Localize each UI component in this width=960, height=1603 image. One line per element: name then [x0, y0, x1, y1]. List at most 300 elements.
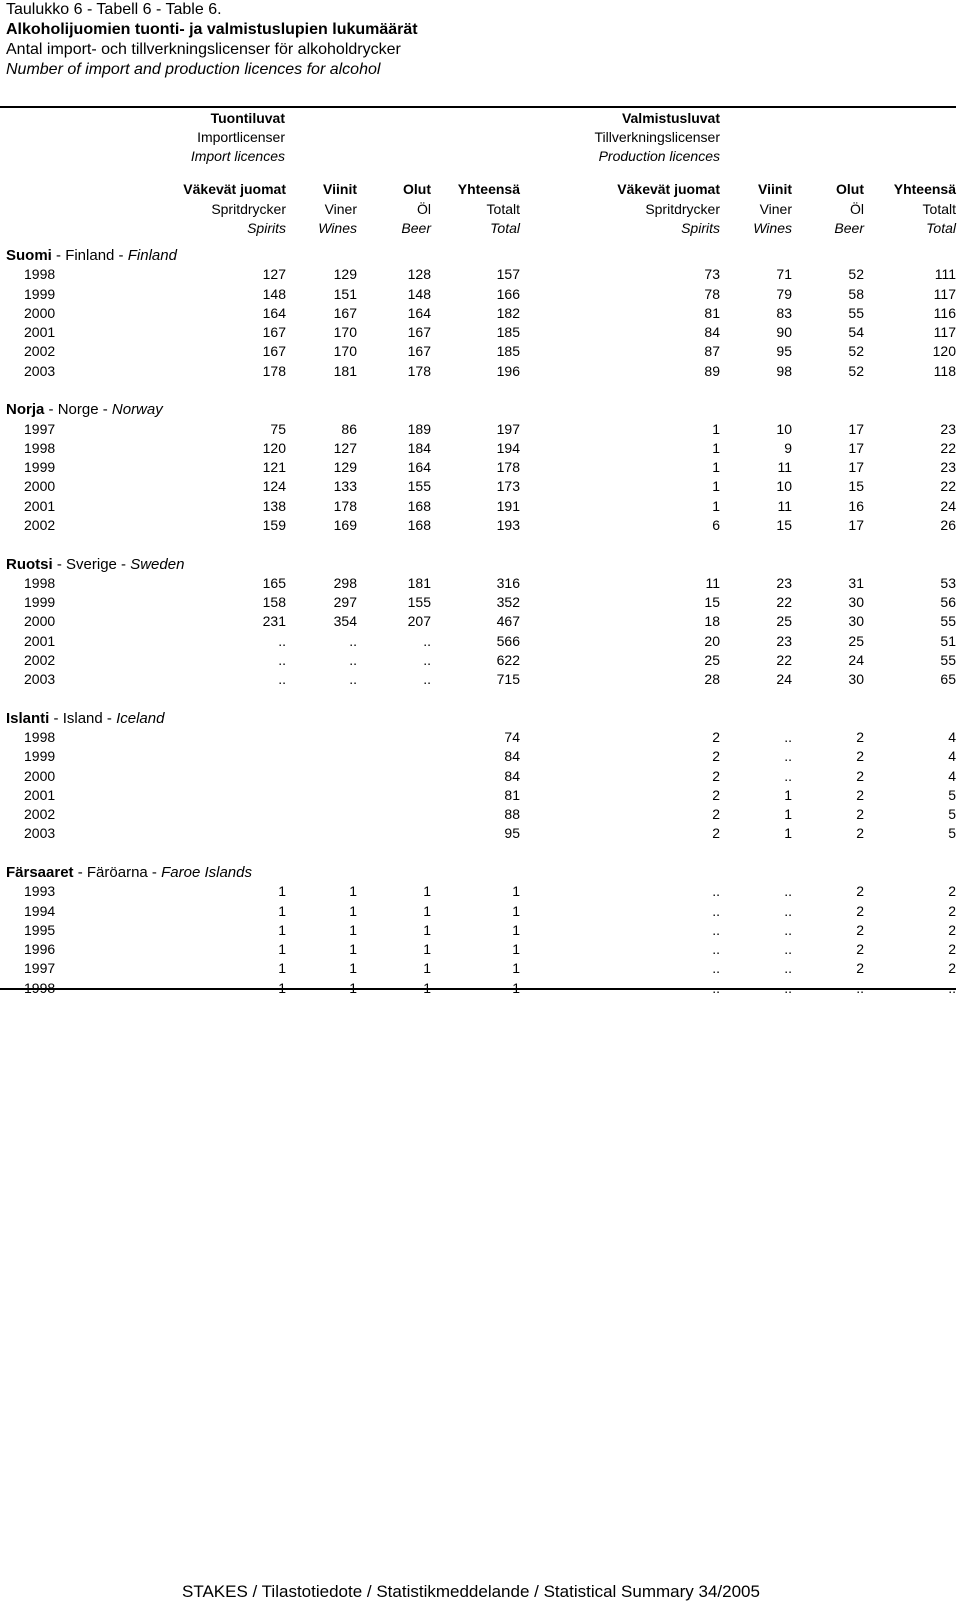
- value-cell: 566: [496, 632, 520, 649]
- table-row: [0, 497, 956, 516]
- value-cell: 155: [407, 478, 431, 495]
- value-cell: 196: [496, 362, 520, 379]
- production-group-fi: Valmistusluvat: [621, 110, 720, 126]
- value-cell: 2: [712, 729, 720, 745]
- value-cell: 1: [712, 478, 720, 495]
- year-cell: 1993: [24, 883, 56, 900]
- value-cell: 4: [948, 767, 956, 784]
- column-header-7-en: Beer: [834, 220, 864, 236]
- value-cell: 170: [333, 324, 357, 340]
- top-rule: [0, 106, 956, 108]
- country-name-fi: Färsaaret: [6, 864, 74, 881]
- year-cell: 2002: [24, 806, 56, 822]
- value-cell: 52: [848, 343, 864, 360]
- value-cell: 2: [856, 786, 864, 803]
- column-header-1-en: Spirits: [247, 220, 286, 236]
- value-cell: 17: [848, 459, 864, 475]
- table-row: [0, 959, 956, 978]
- value-cell: 11: [777, 459, 792, 475]
- year-cell: 1999: [24, 285, 56, 302]
- value-cell: 26: [940, 516, 956, 533]
- value-cell: 98: [776, 362, 792, 379]
- value-cell: 1: [278, 883, 286, 900]
- value-cell: 23: [776, 632, 792, 649]
- table-row: [0, 265, 956, 284]
- value-cell: 1: [349, 960, 357, 977]
- table-row: [0, 593, 956, 612]
- value-cell: 87: [704, 343, 720, 360]
- value-cell: 354: [333, 613, 357, 630]
- year-cell: 1999: [24, 594, 56, 610]
- table-row: [0, 902, 956, 921]
- value-cell: 18: [704, 613, 720, 630]
- value-cell: 158: [262, 594, 286, 610]
- import-group-fi: Tuontiluvat: [210, 110, 285, 126]
- year-cell: 2002: [24, 516, 56, 533]
- value-cell: ..: [712, 902, 720, 919]
- table-row: [0, 805, 956, 824]
- value-cell: 52: [848, 362, 864, 379]
- year-cell: 1999: [24, 748, 56, 765]
- value-cell: 191: [496, 497, 520, 514]
- year-cell: 1994: [24, 902, 56, 919]
- column-header-2-en: Wines: [318, 220, 357, 236]
- value-cell: 17: [848, 439, 864, 456]
- production-group-header: [420, 109, 720, 166]
- value-cell: 25: [704, 651, 720, 668]
- value-cell: 95: [776, 343, 792, 360]
- table-row: [0, 516, 956, 535]
- value-cell: 24: [776, 671, 792, 687]
- table-row: [0, 670, 956, 689]
- value-cell: 127: [262, 266, 286, 283]
- column-header-6-sv: Viner: [759, 200, 792, 217]
- table-row: [0, 728, 956, 747]
- value-cell: ..: [278, 671, 286, 687]
- country-name-en: Iceland: [116, 709, 165, 727]
- table-title-block: [6, 0, 946, 80]
- value-cell: 30: [848, 671, 864, 687]
- value-cell: 1: [712, 420, 720, 437]
- value-cell: 75: [270, 420, 286, 437]
- column-header-8-en: Total: [926, 220, 956, 236]
- value-cell: 2: [712, 806, 720, 822]
- value-cell: 15: [704, 594, 720, 610]
- value-cell: 10: [776, 478, 792, 495]
- country-name-sv: Sverige: [66, 555, 117, 573]
- value-cell: 124: [262, 478, 286, 495]
- value-cell: 181: [407, 574, 431, 591]
- value-cell: 1: [512, 921, 520, 938]
- country-heading: Norja - Norge - Norway: [6, 401, 163, 419]
- column-header-5-sv: Spritdrycker: [645, 200, 720, 217]
- country-heading: Suomi - Finland - Finland: [6, 247, 177, 264]
- year-cell: 1998: [24, 729, 56, 745]
- value-cell: 5: [948, 786, 956, 803]
- table-row: [0, 323, 956, 342]
- value-cell: 1: [278, 902, 286, 919]
- value-cell: 622: [496, 651, 520, 668]
- column-header-6-fi: Viinit: [758, 181, 792, 197]
- value-cell: 55: [940, 651, 956, 668]
- year-cell: 1996: [24, 941, 56, 957]
- year-cell: 1999: [24, 459, 56, 475]
- value-cell: 10: [776, 420, 792, 437]
- value-cell: 52: [848, 266, 864, 283]
- value-cell: 28: [704, 671, 720, 687]
- value-cell: 2: [712, 786, 720, 803]
- value-cell: 2: [856, 921, 864, 938]
- year-cell: 2000: [24, 767, 56, 784]
- column-header-3-en: Beer: [401, 220, 431, 236]
- value-cell: 133: [333, 478, 357, 495]
- title-english: Number of import and production licences for alcohol: [6, 61, 381, 78]
- value-cell: ..: [784, 902, 792, 919]
- year-cell: 2001: [24, 786, 56, 803]
- value-cell: 467: [496, 613, 520, 630]
- value-cell: 167: [407, 343, 431, 360]
- value-cell: 54: [848, 324, 864, 340]
- table-row: [0, 767, 956, 786]
- value-cell: 30: [848, 594, 864, 610]
- value-cell: 23: [940, 459, 956, 475]
- country-name-fi: Suomi: [6, 247, 52, 264]
- value-cell: 194: [496, 439, 520, 456]
- value-cell: 2: [948, 921, 956, 938]
- year-cell: 1997: [24, 420, 56, 437]
- value-cell: 170: [333, 343, 357, 360]
- value-cell: 178: [333, 497, 357, 514]
- year-cell: 2001: [24, 497, 56, 514]
- value-cell: 185: [496, 324, 520, 340]
- value-cell: ..: [784, 883, 792, 900]
- value-cell: 9: [784, 439, 792, 456]
- value-cell: 1: [512, 902, 520, 919]
- value-cell: 89: [704, 362, 720, 379]
- value-cell: 15: [776, 516, 792, 533]
- year-cell: 2003: [24, 362, 56, 379]
- value-cell: 23: [776, 574, 792, 591]
- value-cell: 1: [784, 786, 792, 803]
- table-number: Taulukko 6 - Tabell 6 - Table 6.: [6, 1, 222, 18]
- column-header-3-sv: Öl: [417, 200, 431, 217]
- value-cell: ..: [349, 632, 357, 649]
- value-cell: 164: [407, 304, 431, 321]
- value-cell: 168: [407, 516, 431, 533]
- value-cell: 24: [848, 651, 864, 668]
- value-cell: 73: [704, 266, 720, 283]
- value-cell: 1: [349, 883, 357, 900]
- value-cell: 53: [940, 574, 956, 591]
- value-cell: 17: [848, 420, 864, 437]
- value-cell: ..: [712, 941, 720, 957]
- table-row: [0, 285, 956, 304]
- value-cell: 25: [848, 632, 864, 649]
- value-cell: 2: [856, 960, 864, 977]
- table-row: [0, 612, 956, 631]
- column-header-4-fi: Yhteensä: [457, 181, 520, 197]
- value-cell: 169: [333, 516, 357, 533]
- production-group-en: Production licences: [598, 148, 720, 164]
- year-cell: 2003: [24, 671, 56, 687]
- value-cell: ..: [784, 767, 792, 784]
- year-cell: 2002: [24, 651, 56, 668]
- year-cell: 1997: [24, 960, 56, 977]
- value-cell: 23: [940, 420, 956, 437]
- column-header-8-fi: Yhteensä: [893, 181, 956, 197]
- value-cell: ..: [349, 671, 357, 687]
- value-cell: 129: [333, 459, 357, 475]
- value-cell: 1: [349, 921, 357, 938]
- country-name-fi: Norja: [6, 401, 45, 419]
- value-cell: 1: [512, 941, 520, 957]
- value-cell: 24: [940, 497, 956, 514]
- value-cell: 173: [496, 478, 520, 495]
- value-cell: 117: [933, 324, 956, 340]
- column-header-2-sv: Viner: [324, 200, 357, 217]
- table-row: [0, 304, 956, 323]
- value-cell: 1: [423, 960, 431, 977]
- value-cell: 121: [262, 459, 286, 475]
- value-cell: 159: [262, 516, 286, 533]
- value-cell: 16: [848, 497, 864, 514]
- column-header-1-fi: Väkevät juomat: [183, 181, 286, 197]
- value-cell: 81: [704, 304, 720, 321]
- value-cell: 11: [705, 574, 720, 591]
- country-name-sv: Island: [62, 709, 103, 727]
- value-cell: 5: [948, 806, 956, 822]
- column-header-3-fi: Olut: [403, 181, 431, 197]
- value-cell: 79: [776, 285, 792, 302]
- value-cell: 2: [712, 825, 720, 842]
- value-cell: 1: [278, 941, 286, 957]
- country-name-en: Norway: [111, 401, 163, 419]
- value-cell: 111: [934, 266, 956, 283]
- table-row: [0, 439, 956, 458]
- value-cell: 129: [333, 266, 357, 283]
- value-cell: 2: [712, 767, 720, 784]
- value-cell: ..: [784, 748, 792, 765]
- value-cell: ..: [784, 729, 792, 745]
- value-cell: 2: [948, 902, 956, 919]
- value-cell: 167: [262, 324, 286, 340]
- value-cell: 55: [940, 613, 956, 630]
- value-cell: 151: [333, 285, 357, 302]
- value-cell: 148: [262, 285, 286, 302]
- country-name-fi: Ruotsi: [6, 555, 53, 573]
- value-cell: 31: [848, 574, 864, 591]
- value-cell: 2: [948, 960, 956, 977]
- value-cell: 4: [948, 729, 956, 745]
- value-cell: 78: [704, 285, 720, 302]
- value-cell: 1: [784, 825, 792, 842]
- value-cell: 15: [848, 478, 864, 495]
- import-group-en: Import licences: [190, 148, 285, 164]
- value-cell: 316: [496, 574, 520, 591]
- value-cell: 1: [278, 921, 286, 938]
- value-cell: 22: [940, 478, 956, 495]
- value-cell: 22: [776, 651, 792, 668]
- value-cell: 1: [423, 883, 431, 900]
- value-cell: 352: [496, 594, 520, 610]
- value-cell: 1: [423, 921, 431, 938]
- country-heading: Färsaaret - Färöarna - Faroe Islands: [6, 864, 252, 881]
- value-cell: 1: [712, 459, 720, 475]
- value-cell: 2: [856, 902, 864, 919]
- value-cell: 178: [496, 459, 520, 475]
- year-cell: 2003: [24, 825, 56, 842]
- value-cell: 164: [407, 459, 431, 475]
- table-row: [0, 651, 956, 670]
- year-cell: 1995: [24, 921, 56, 938]
- year-cell: 1998: [24, 439, 56, 456]
- production-group-sv: Tillverkningslicenser: [594, 129, 720, 145]
- value-cell: 148: [407, 285, 431, 302]
- value-cell: 181: [333, 362, 357, 379]
- value-cell: 56: [940, 594, 956, 610]
- value-cell: 86: [341, 420, 357, 437]
- value-cell: 164: [262, 304, 286, 321]
- value-cell: 157: [496, 266, 520, 283]
- value-cell: 197: [496, 420, 520, 437]
- value-cell: 84: [504, 767, 520, 784]
- year-cell: 2001: [24, 324, 56, 340]
- title-finnish: Alkoholijuomien tuonti- ja valmistuslupien lukumäärät: [6, 21, 418, 38]
- value-cell: ..: [712, 960, 720, 977]
- year-cell: 1998: [24, 574, 56, 591]
- table-row: [0, 940, 956, 959]
- value-cell: 116: [933, 304, 956, 321]
- value-cell: 120: [262, 439, 286, 456]
- value-cell: ..: [712, 921, 720, 938]
- value-cell: 11: [777, 497, 792, 514]
- value-cell: ..: [784, 960, 792, 977]
- country-name-en: Sweden: [130, 555, 185, 573]
- value-cell: 2: [856, 767, 864, 784]
- title-swedish: Antal import- och tillverkningslicenser för alkoholdrycker: [6, 41, 401, 58]
- value-cell: 167: [333, 304, 357, 321]
- value-cell: ..: [349, 651, 357, 668]
- value-cell: 127: [333, 439, 357, 456]
- value-cell: 1: [423, 902, 431, 919]
- value-cell: 231: [262, 613, 286, 630]
- table-row: [0, 574, 956, 593]
- value-cell: 6: [712, 516, 720, 533]
- value-cell: 117: [933, 285, 956, 302]
- table-row: [0, 362, 956, 381]
- value-cell: 2: [712, 748, 720, 765]
- value-cell: ..: [784, 941, 792, 957]
- value-cell: ..: [423, 651, 431, 668]
- table-row: [0, 786, 956, 805]
- column-header-7-sv: Öl: [850, 200, 864, 217]
- value-cell: 166: [496, 285, 520, 302]
- value-cell: 182: [496, 304, 520, 321]
- value-cell: 25: [776, 613, 792, 630]
- column-header-4-sv: Totalt: [486, 200, 520, 217]
- value-cell: 74: [504, 729, 520, 745]
- value-cell: 30: [848, 613, 864, 630]
- value-cell: 84: [504, 748, 520, 765]
- country-name-fi: Islanti: [6, 709, 50, 727]
- value-cell: 2: [856, 806, 864, 822]
- column-header-7-fi: Olut: [836, 181, 864, 197]
- value-cell: 4: [948, 748, 956, 765]
- value-cell: 715: [496, 671, 520, 687]
- column-header-2-fi: Viinit: [323, 181, 357, 197]
- table-row: [0, 824, 956, 843]
- value-cell: 1: [712, 497, 720, 514]
- value-cell: 185: [496, 343, 520, 360]
- value-cell: 83: [776, 304, 792, 321]
- value-cell: 1: [712, 439, 720, 456]
- table-row: [0, 632, 956, 651]
- value-cell: 51: [940, 632, 956, 649]
- value-cell: 118: [933, 362, 956, 379]
- table-row: [0, 342, 956, 361]
- column-header-5-fi: Väkevät juomat: [617, 181, 720, 197]
- value-cell: 128: [407, 266, 431, 283]
- value-cell: 71: [776, 266, 792, 283]
- page-footer: STAKES / Tilastotiedote / Statistikmeddelande / Statistical Summary 34/2005: [182, 1582, 760, 1601]
- table-row: [0, 747, 956, 766]
- country-heading: Ruotsi - Sverige - Sweden: [6, 555, 185, 573]
- value-cell: 2: [856, 941, 864, 957]
- country-name-en: Faroe Islands: [161, 864, 252, 881]
- value-cell: 88: [504, 806, 520, 822]
- value-cell: 22: [776, 594, 792, 610]
- value-cell: 95: [504, 825, 520, 842]
- value-cell: 167: [262, 343, 286, 360]
- country-name-sv: Finland: [65, 247, 115, 264]
- value-cell: 155: [407, 594, 431, 610]
- value-cell: 167: [407, 324, 431, 340]
- column-header-8-sv: Totalt: [922, 200, 956, 217]
- value-cell: 2: [948, 941, 956, 957]
- value-cell: 90: [776, 324, 792, 340]
- value-cell: 297: [333, 594, 357, 610]
- value-cell: 165: [262, 574, 286, 591]
- value-cell: 22: [940, 439, 956, 456]
- value-cell: 5: [948, 825, 956, 842]
- country-name-en: Finland: [127, 247, 177, 264]
- value-cell: 81: [504, 786, 520, 803]
- year-cell: 2000: [24, 613, 56, 630]
- value-cell: ..: [423, 671, 431, 687]
- value-cell: 2: [856, 825, 864, 842]
- value-cell: 17: [848, 516, 864, 533]
- table-row: [0, 477, 956, 496]
- import-group-header: [0, 109, 285, 166]
- table-row: [0, 420, 956, 439]
- value-cell: 193: [496, 516, 520, 533]
- table-row: [0, 921, 956, 940]
- value-cell: 20: [704, 632, 720, 649]
- country-name-sv: Färöarna: [86, 864, 148, 881]
- year-cell: 1998: [24, 266, 56, 283]
- value-cell: ..: [423, 632, 431, 649]
- value-cell: ..: [278, 632, 286, 649]
- value-cell: 2: [856, 729, 864, 745]
- value-cell: 189: [407, 420, 431, 437]
- value-cell: 138: [262, 497, 286, 514]
- year-cell: 2000: [24, 304, 56, 321]
- value-cell: 298: [333, 574, 357, 591]
- year-cell: 2000: [24, 478, 56, 495]
- year-cell: 2001: [24, 632, 56, 649]
- value-cell: 55: [848, 304, 864, 321]
- value-cell: 178: [262, 362, 286, 379]
